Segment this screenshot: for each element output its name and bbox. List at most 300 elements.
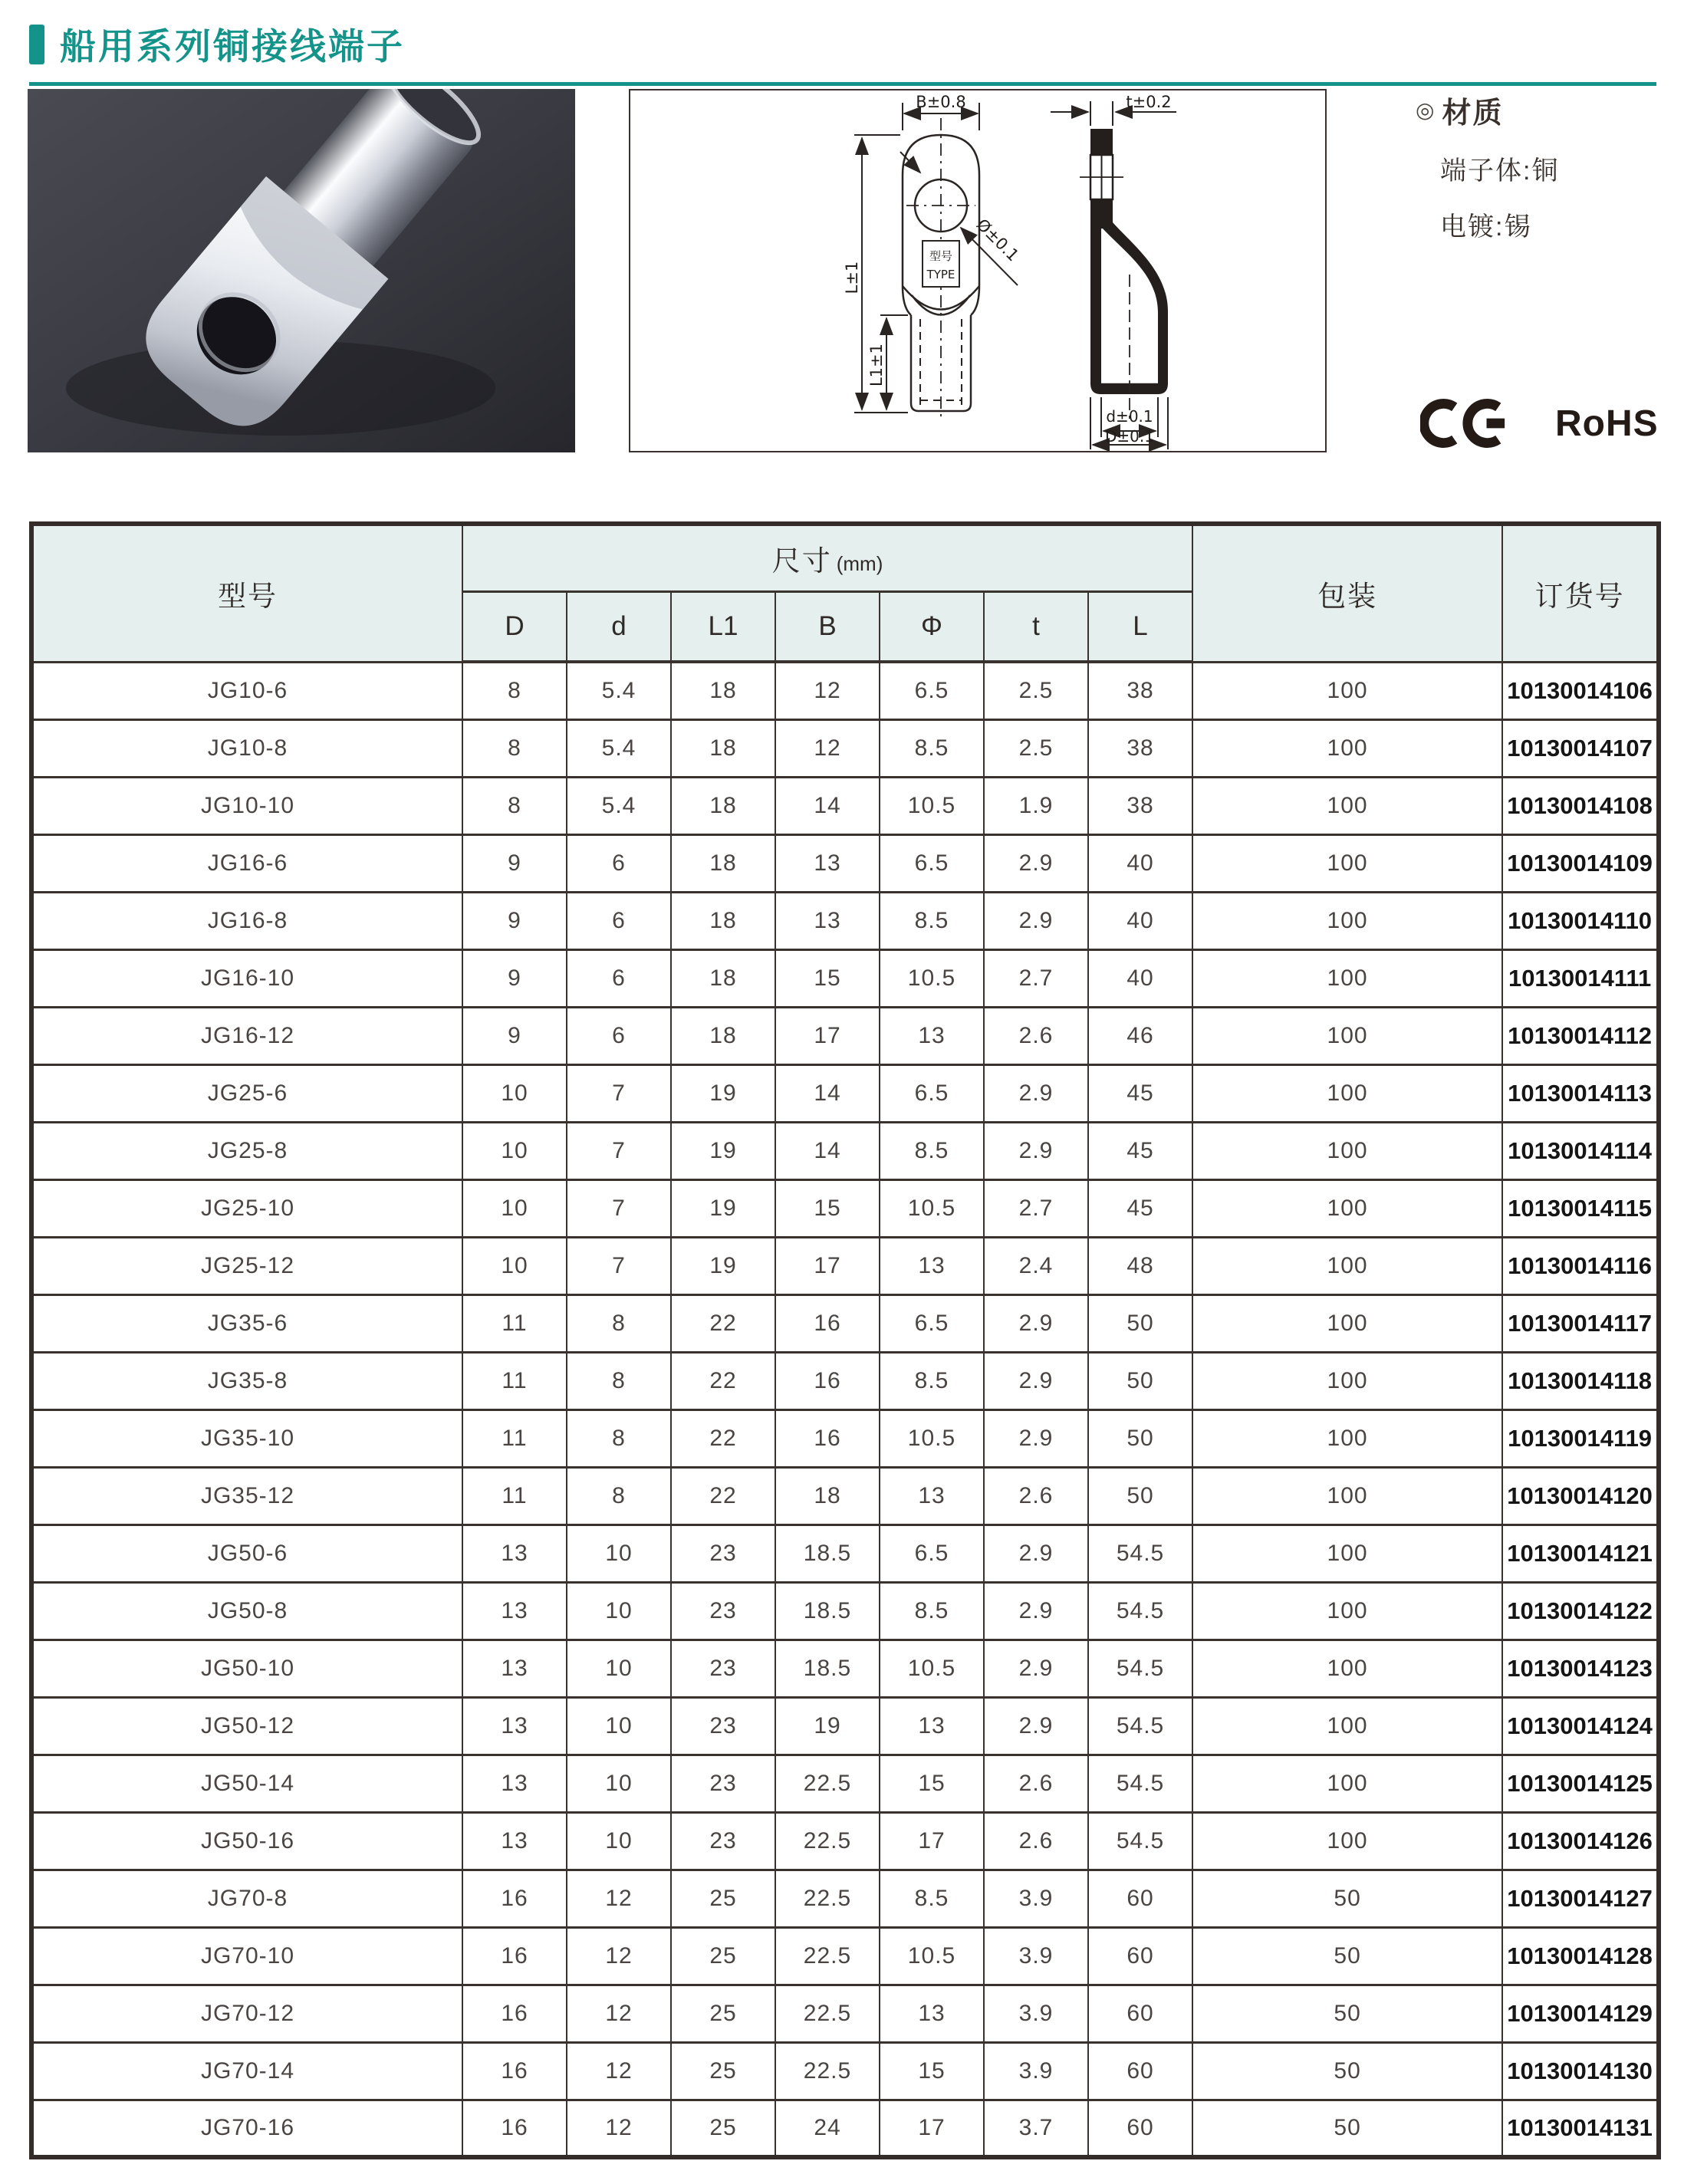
dim-d-cell: 7 — [567, 1237, 671, 1294]
table-row — [31, 1927, 1659, 1985]
packing-cell: 100 — [1192, 834, 1502, 892]
header-dim-d: d — [567, 591, 671, 662]
dim-phi-cell: 10.5 — [880, 1409, 984, 1467]
dim-phi-cell: 10.5 — [880, 1179, 984, 1237]
dim-B-cell: 19 — [775, 1697, 880, 1755]
order-no-cell: 10130014119 — [1502, 1409, 1659, 1467]
dim-D-cell: 13 — [462, 1582, 567, 1640]
dim-B-cell: 15 — [775, 949, 880, 1007]
table-row — [31, 1179, 1659, 1237]
dim-label-L1: L1±1 — [867, 343, 886, 387]
dim-t-cell: 2.5 — [984, 662, 1088, 719]
packing-cell: 100 — [1192, 1122, 1502, 1179]
dim-t-cell: 3.9 — [984, 1927, 1088, 1985]
order-no-cell: 10130014121 — [1502, 1525, 1659, 1582]
order-no-cell: 10130014107 — [1502, 719, 1659, 777]
model-cell: JG25-8 — [31, 1122, 462, 1179]
model-cell: JG16-6 — [31, 834, 462, 892]
order-no-cell: 10130014116 — [1502, 1237, 1659, 1294]
dim-t-cell: 2.6 — [984, 1467, 1088, 1525]
model-cell: JG10-10 — [31, 777, 462, 834]
dim-d-cell: 8 — [567, 1294, 671, 1352]
dim-L1-cell: 18 — [671, 1007, 775, 1064]
order-no-cell: 10130014110 — [1502, 892, 1659, 949]
table-row — [31, 1697, 1659, 1755]
dim-D-cell: 9 — [462, 949, 567, 1007]
dim-phi-cell: 8.5 — [880, 1870, 984, 1927]
table-row — [31, 892, 1659, 949]
dim-d-cell: 10 — [567, 1812, 671, 1870]
header-size-label: 尺寸 — [771, 544, 832, 577]
header-packing: 包装 — [1192, 524, 1502, 662]
dim-L-cell: 50 — [1088, 1352, 1192, 1409]
dim-B-cell: 22.5 — [775, 1927, 880, 1985]
model-cell: JG70-12 — [31, 1985, 462, 2042]
dim-D-cell: 11 — [462, 1294, 567, 1352]
dim-d-cell: 10 — [567, 1755, 671, 1812]
dim-L-cell: 38 — [1088, 719, 1192, 777]
page-title: 船用系列铜接线端子 — [60, 26, 405, 67]
packing-cell: 100 — [1192, 777, 1502, 834]
dim-t-cell: 2.9 — [984, 1064, 1088, 1122]
table-row — [31, 662, 1659, 719]
packing-cell: 100 — [1192, 1409, 1502, 1467]
order-no-cell: 10130014111 — [1502, 949, 1659, 1007]
certifications — [1420, 399, 1659, 448]
dim-L1-cell: 23 — [671, 1640, 775, 1697]
dim-B-cell: 12 — [775, 662, 880, 719]
dim-t-cell: 2.9 — [984, 834, 1088, 892]
dim-phi-cell: 13 — [880, 1467, 984, 1525]
dim-D-cell: 8 — [462, 777, 567, 834]
dim-L-cell: 50 — [1088, 1409, 1192, 1467]
dim-L-cell: 40 — [1088, 834, 1192, 892]
model-cell: JG35-10 — [31, 1409, 462, 1467]
dim-B-cell: 18.5 — [775, 1582, 880, 1640]
dim-d-cell: 5.4 — [567, 662, 671, 719]
model-cell: JG70-16 — [31, 2100, 462, 2157]
dim-D-cell: 11 — [462, 1467, 567, 1525]
dim-L-cell: 46 — [1088, 1007, 1192, 1064]
table-row — [31, 1640, 1659, 1697]
packing-cell: 100 — [1192, 1294, 1502, 1352]
model-cell: JG35-8 — [31, 1352, 462, 1409]
packing-cell: 100 — [1192, 1755, 1502, 1812]
material-title-text: 材质 — [1442, 97, 1504, 130]
dim-d-cell: 8 — [567, 1352, 671, 1409]
table-row — [31, 1352, 1659, 1409]
dim-L-cell: 50 — [1088, 1467, 1192, 1525]
packing-cell: 50 — [1192, 1985, 1502, 2042]
dim-d-cell: 5.4 — [567, 777, 671, 834]
dim-phi-cell: 15 — [880, 2042, 984, 2100]
dim-L1-cell: 22 — [671, 1352, 775, 1409]
model-cell: JG50-10 — [31, 1640, 462, 1697]
dim-B-cell: 16 — [775, 1294, 880, 1352]
dim-d-cell: 12 — [567, 2100, 671, 2157]
dim-L-cell: 45 — [1088, 1122, 1192, 1179]
dim-d-cell: 12 — [567, 1870, 671, 1927]
dim-phi-cell: 17 — [880, 1812, 984, 1870]
header-size-group — [462, 524, 1192, 591]
dim-t-cell: 2.9 — [984, 892, 1088, 949]
dim-L1-cell: 22 — [671, 1409, 775, 1467]
dim-L1-cell: 25 — [671, 1985, 775, 2042]
dim-phi-cell: 6.5 — [880, 662, 984, 719]
packing-cell: 100 — [1192, 949, 1502, 1007]
model-cell: JG50-14 — [31, 1755, 462, 1812]
order-no-cell: 10130014127 — [1502, 1870, 1659, 1927]
ce-mark-icon — [1420, 399, 1511, 448]
model-cell: JG10-6 — [31, 662, 462, 719]
dim-L1-cell: 18 — [671, 949, 775, 1007]
model-cell: JG25-6 — [31, 1064, 462, 1122]
order-no-cell: 10130014106 — [1502, 662, 1659, 719]
dim-L-cell: 40 — [1088, 949, 1192, 1007]
dim-L1-cell: 18 — [671, 834, 775, 892]
dim-D-cell: 11 — [462, 1352, 567, 1409]
table-row — [31, 1755, 1659, 1812]
order-no-cell: 10130014131 — [1502, 2100, 1659, 2157]
material-line-body: 端子体:铜 — [1440, 156, 1560, 186]
model-cell: JG10-8 — [31, 719, 462, 777]
dim-phi-cell: 10.5 — [880, 777, 984, 834]
dim-L-cell: 54.5 — [1088, 1812, 1192, 1870]
header-dim-D: D — [462, 591, 567, 662]
dim-t-cell: 2.7 — [984, 949, 1088, 1007]
dim-L-cell: 60 — [1088, 1985, 1192, 2042]
dim-phi-cell: 13 — [880, 1007, 984, 1064]
model-cell: JG16-10 — [31, 949, 462, 1007]
dim-L1-cell: 18 — [671, 892, 775, 949]
packing-cell: 100 — [1192, 1179, 1502, 1237]
spec-table — [29, 521, 1661, 2159]
dim-B-cell: 18 — [775, 1467, 880, 1525]
dim-L1-cell: 18 — [671, 719, 775, 777]
dim-B-cell: 22.5 — [775, 1870, 880, 1927]
dim-B-cell: 13 — [775, 892, 880, 949]
dim-B-cell: 24 — [775, 2100, 880, 2157]
page-header — [29, 18, 1656, 86]
type-box-en: TYPE — [926, 268, 955, 281]
dim-B-cell: 22.5 — [775, 1755, 880, 1812]
dim-d-cell: 12 — [567, 1985, 671, 2042]
dim-L1-cell: 19 — [671, 1064, 775, 1122]
model-cell: JG25-12 — [31, 1237, 462, 1294]
dim-L1-cell: 19 — [671, 1179, 775, 1237]
dim-phi-cell: 6.5 — [880, 1525, 984, 1582]
model-cell: JG35-6 — [31, 1294, 462, 1352]
title-accent-bar — [29, 25, 44, 64]
dim-D-cell: 9 — [462, 834, 567, 892]
dim-d-cell: 6 — [567, 949, 671, 1007]
packing-cell: 100 — [1192, 1812, 1502, 1870]
dim-D-cell: 16 — [462, 2100, 567, 2157]
dim-t-cell: 2.9 — [984, 1640, 1088, 1697]
dim-phi-cell: 10.5 — [880, 1640, 984, 1697]
packing-cell: 100 — [1192, 1582, 1502, 1640]
dim-phi-cell: 13 — [880, 1697, 984, 1755]
order-no-cell: 10130014120 — [1502, 1467, 1659, 1525]
material-line-plating: 电镀:锡 — [1440, 212, 1532, 242]
dim-phi-cell: 8.5 — [880, 719, 984, 777]
dim-D-cell: 9 — [462, 1007, 567, 1064]
dim-L1-cell: 25 — [671, 1870, 775, 1927]
dimension-drawing — [630, 90, 1325, 451]
dim-t-cell: 3.9 — [984, 1870, 1088, 1927]
order-no-cell: 10130014126 — [1502, 1812, 1659, 1870]
table-row — [31, 1582, 1659, 1640]
dim-d-cell: 8 — [567, 1409, 671, 1467]
dim-t-cell: 2.9 — [984, 1294, 1088, 1352]
dim-B-cell: 14 — [775, 777, 880, 834]
dim-B-cell: 16 — [775, 1352, 880, 1409]
dim-phi-cell: 6.5 — [880, 834, 984, 892]
spec-table-head — [31, 524, 1659, 662]
table-row — [31, 1525, 1659, 1582]
packing-cell: 50 — [1192, 2100, 1502, 2157]
model-cell: JG50-12 — [31, 1697, 462, 1755]
order-no-cell: 10130014122 — [1502, 1582, 1659, 1640]
order-no-cell: 10130014113 — [1502, 1064, 1659, 1122]
dim-L1-cell: 23 — [671, 1582, 775, 1640]
dim-L-cell: 60 — [1088, 1927, 1192, 1985]
model-cell: JG70-8 — [31, 1870, 462, 1927]
dim-d-cell: 10 — [567, 1697, 671, 1755]
dim-label-B: B±0.8 — [916, 93, 966, 111]
dim-phi-cell: 8.5 — [880, 1352, 984, 1409]
model-cell: JG70-14 — [31, 2042, 462, 2100]
dim-D-cell: 16 — [462, 2042, 567, 2100]
packing-cell: 100 — [1192, 1697, 1502, 1755]
dim-d-cell: 5.4 — [567, 719, 671, 777]
order-no-cell: 10130014108 — [1502, 777, 1659, 834]
dim-B-cell: 13 — [775, 834, 880, 892]
dim-t-cell: 2.6 — [984, 1812, 1088, 1870]
header-order-no: 订货号 — [1502, 524, 1659, 662]
dim-B-cell: 18.5 — [775, 1640, 880, 1697]
table-row — [31, 1467, 1659, 1525]
table-row — [31, 719, 1659, 777]
dim-d-cell: 10 — [567, 1582, 671, 1640]
order-no-cell: 10130014123 — [1502, 1640, 1659, 1697]
header-dim-L: L — [1088, 591, 1192, 662]
lug-photo-graphic — [28, 89, 575, 452]
dim-d-cell: 6 — [567, 834, 671, 892]
dim-t-cell: 2.9 — [984, 1122, 1088, 1179]
header-dim-B: B — [775, 591, 880, 662]
dim-d-cell: 10 — [567, 1640, 671, 1697]
dim-B-cell: 14 — [775, 1064, 880, 1122]
model-cell: JG50-6 — [31, 1525, 462, 1582]
dim-L1-cell: 23 — [671, 1755, 775, 1812]
dim-D-cell: 16 — [462, 1870, 567, 1927]
table-row — [31, 1409, 1659, 1467]
dim-t-cell: 2.9 — [984, 1582, 1088, 1640]
dim-d-cell: 7 — [567, 1122, 671, 1179]
dim-t-cell: 2.9 — [984, 1697, 1088, 1755]
dim-d-cell: 8 — [567, 1467, 671, 1525]
dim-D-cell: 16 — [462, 1927, 567, 1985]
material-title — [1416, 89, 1676, 131]
dim-D-cell: 13 — [462, 1525, 567, 1582]
dim-D-cell: 8 — [462, 719, 567, 777]
packing-cell: 50 — [1192, 1927, 1502, 1985]
dim-L-cell: 54.5 — [1088, 1755, 1192, 1812]
dim-L1-cell: 23 — [671, 1812, 775, 1870]
dim-d-cell: 12 — [567, 1927, 671, 1985]
dim-L-cell: 60 — [1088, 1870, 1192, 1927]
dim-B-cell: 14 — [775, 1122, 880, 1179]
dim-phi-cell: 6.5 — [880, 1294, 984, 1352]
dim-L1-cell: 19 — [671, 1237, 775, 1294]
dim-label-d: d±0.1 — [1106, 407, 1153, 426]
dim-D-cell: 13 — [462, 1755, 567, 1812]
dim-L1-cell: 23 — [671, 1525, 775, 1582]
table-row — [31, 1985, 1659, 2042]
model-cell: JG16-8 — [31, 892, 462, 949]
table-row — [31, 2100, 1659, 2157]
dim-B-cell: 16 — [775, 1409, 880, 1467]
dim-D-cell: 10 — [462, 1064, 567, 1122]
order-no-cell: 10130014117 — [1502, 1294, 1659, 1352]
order-no-cell: 10130014130 — [1502, 2042, 1659, 2100]
dim-t-cell: 2.9 — [984, 1352, 1088, 1409]
dim-B-cell: 12 — [775, 719, 880, 777]
dim-d-cell: 7 — [567, 1064, 671, 1122]
dim-phi-cell: 15 — [880, 1755, 984, 1812]
dim-B-cell: 22.5 — [775, 1812, 880, 1870]
dim-L-cell: 54.5 — [1088, 1697, 1192, 1755]
packing-cell: 100 — [1192, 719, 1502, 777]
dim-label-D: D±0.1 — [1105, 427, 1154, 446]
dim-t-cell: 2.9 — [984, 1409, 1088, 1467]
dim-B-cell: 15 — [775, 1179, 880, 1237]
dim-L-cell: 60 — [1088, 2100, 1192, 2157]
dim-D-cell: 10 — [462, 1237, 567, 1294]
dim-t-cell: 2.6 — [984, 1755, 1088, 1812]
dim-L-cell: 54.5 — [1088, 1525, 1192, 1582]
dim-L1-cell: 23 — [671, 1697, 775, 1755]
dim-phi-cell: 13 — [880, 1237, 984, 1294]
dim-d-cell: 7 — [567, 1179, 671, 1237]
dim-L-cell: 45 — [1088, 1064, 1192, 1122]
table-row — [31, 949, 1659, 1007]
dim-L1-cell: 19 — [671, 1122, 775, 1179]
dim-phi-cell: 13 — [880, 1985, 984, 2042]
dim-label-t: t±0.2 — [1126, 93, 1172, 111]
dim-L1-cell: 22 — [671, 1294, 775, 1352]
dim-L-cell: 48 — [1088, 1237, 1192, 1294]
bullet-icon: ◎ — [1416, 98, 1436, 122]
dim-D-cell: 8 — [462, 662, 567, 719]
dim-t-cell: 3.9 — [984, 2042, 1088, 2100]
dim-L-cell: 54.5 — [1088, 1640, 1192, 1697]
header-model: 型号 — [31, 524, 462, 662]
order-no-cell: 10130014118 — [1502, 1352, 1659, 1409]
header-size-unit: (mm) — [836, 551, 883, 575]
table-row — [31, 1812, 1659, 1870]
table-row — [31, 834, 1659, 892]
order-no-cell: 10130014115 — [1502, 1179, 1659, 1237]
dim-t-cell: 3.9 — [984, 1985, 1088, 2042]
dim-t-cell: 3.7 — [984, 2100, 1088, 2157]
dim-d-cell: 6 — [567, 892, 671, 949]
dim-D-cell: 13 — [462, 1697, 567, 1755]
model-cell: JG70-10 — [31, 1927, 462, 1985]
dim-L-cell: 38 — [1088, 777, 1192, 834]
dim-L-cell: 45 — [1088, 1179, 1192, 1237]
dim-D-cell: 10 — [462, 1179, 567, 1237]
dim-B-cell: 17 — [775, 1237, 880, 1294]
header-dim-phi: Φ — [880, 591, 984, 662]
order-no-cell: 10130014128 — [1502, 1927, 1659, 1985]
dim-D-cell: 16 — [462, 1985, 567, 2042]
dim-D-cell: 9 — [462, 892, 567, 949]
dim-t-cell: 2.5 — [984, 719, 1088, 777]
table-row — [31, 1870, 1659, 1927]
table-row — [31, 1007, 1659, 1064]
header-dim-L1: L1 — [671, 591, 775, 662]
dim-L1-cell: 25 — [671, 2100, 775, 2157]
dim-L1-cell: 25 — [671, 1927, 775, 1985]
packing-cell: 100 — [1192, 1525, 1502, 1582]
dim-L-cell: 38 — [1088, 662, 1192, 719]
dim-t-cell: 2.6 — [984, 1007, 1088, 1064]
table-row — [31, 777, 1659, 834]
packing-cell: 100 — [1192, 1007, 1502, 1064]
dim-L1-cell: 18 — [671, 777, 775, 834]
dim-B-cell: 22.5 — [775, 1985, 880, 2042]
spec-table-body — [31, 662, 1659, 2157]
dim-phi-cell: 10.5 — [880, 1927, 984, 1985]
dim-D-cell: 13 — [462, 1640, 567, 1697]
dim-phi-cell: 8.5 — [880, 1122, 984, 1179]
order-no-cell: 10130014109 — [1502, 834, 1659, 892]
dim-d-cell: 10 — [567, 1525, 671, 1582]
table-row — [31, 1122, 1659, 1179]
technical-drawing — [629, 89, 1327, 452]
packing-cell: 100 — [1192, 1352, 1502, 1409]
dim-B-cell: 17 — [775, 1007, 880, 1064]
dim-D-cell: 11 — [462, 1409, 567, 1467]
dim-t-cell: 2.7 — [984, 1179, 1088, 1237]
dim-t-cell: 1.9 — [984, 777, 1088, 834]
packing-cell: 100 — [1192, 662, 1502, 719]
model-cell: JG25-10 — [31, 1179, 462, 1237]
order-no-cell: 10130014112 — [1502, 1007, 1659, 1064]
packing-cell: 50 — [1192, 1870, 1502, 1927]
dim-B-cell: 22.5 — [775, 2042, 880, 2100]
table-row — [31, 1237, 1659, 1294]
model-cell: JG35-12 — [31, 1467, 462, 1525]
packing-cell: 100 — [1192, 1467, 1502, 1525]
table-row — [31, 1294, 1659, 1352]
dim-L-cell: 60 — [1088, 2042, 1192, 2100]
dim-L-cell: 54.5 — [1088, 1582, 1192, 1640]
dim-label-phi: Ø±0.1 — [972, 215, 1023, 265]
dim-D-cell: 13 — [462, 1812, 567, 1870]
dim-d-cell: 12 — [567, 2042, 671, 2100]
product-photo — [28, 89, 575, 452]
packing-cell: 100 — [1192, 1237, 1502, 1294]
header-dim-t: t — [984, 591, 1088, 662]
packing-cell: 100 — [1192, 1064, 1502, 1122]
type-box-cn: 型号 — [929, 249, 953, 263]
order-no-cell: 10130014124 — [1502, 1697, 1659, 1755]
packing-cell: 100 — [1192, 1640, 1502, 1697]
dim-phi-cell: 8.5 — [880, 1582, 984, 1640]
